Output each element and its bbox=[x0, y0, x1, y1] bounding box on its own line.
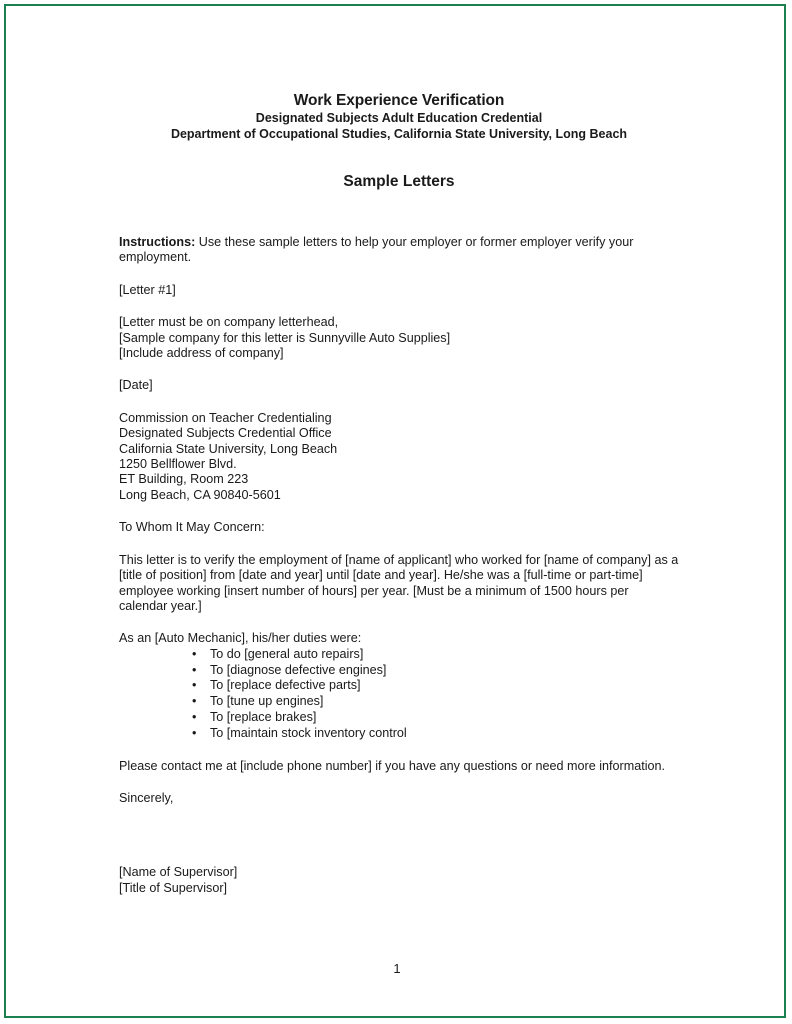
list-item-label: To [replace brakes] bbox=[210, 709, 317, 724]
contact-paragraph: Please contact me at [include phone number] if you have any questions or need more information. bbox=[119, 758, 666, 773]
recipient-address-block bbox=[119, 411, 679, 503]
list-item bbox=[119, 694, 679, 710]
instructions-text: Use these sample letters to help your employer or former employer verify your employment. bbox=[119, 235, 634, 265]
spacer bbox=[119, 503, 679, 520]
instructions-label: Instructions: bbox=[119, 235, 196, 249]
header-subtitle-department: Department of Occupational Studies, California State University, Long Beach bbox=[170, 127, 628, 141]
bullet-icon: • bbox=[192, 694, 197, 709]
instructions-paragraph bbox=[119, 235, 679, 266]
list-item bbox=[119, 663, 679, 679]
list-item-label: To do [general auto repairs] bbox=[210, 646, 364, 661]
bullet-icon: • bbox=[192, 709, 197, 724]
spacer bbox=[119, 614, 679, 631]
duties-list bbox=[119, 647, 679, 742]
document-content bbox=[119, 92, 679, 896]
section-title-sample-letters: Sample Letters bbox=[343, 173, 455, 190]
bullet-icon: • bbox=[192, 662, 197, 677]
letterhead-note-line: [Letter must be on company letterhead, bbox=[119, 315, 339, 330]
header-subtitle-credential: Designated Subjects Adult Education Credential bbox=[255, 111, 543, 125]
spacer bbox=[119, 742, 679, 759]
address-line: Long Beach, CA 90840-5601 bbox=[119, 487, 281, 502]
signature-space bbox=[119, 806, 679, 849]
spacer bbox=[119, 361, 679, 378]
document-header bbox=[119, 92, 679, 142]
spacer bbox=[119, 536, 679, 553]
spacer bbox=[119, 266, 679, 283]
body-paragraph: This letter is to verify the employment of [name of applicant] who worked for [name of company] as a [title of position] from [date and year] until [date and year]. He/she was a [full-time or part-time] employee working [insert number of hours] per year. [Must be a minimum of 1500 hours per calendar year.] bbox=[119, 552, 679, 613]
spacer bbox=[119, 298, 679, 315]
spacer bbox=[119, 849, 679, 865]
address-line: Commission on Teacher Credentialing bbox=[119, 410, 332, 425]
signature-block bbox=[119, 865, 679, 896]
letterhead-notes bbox=[119, 315, 679, 361]
letter-marker: [Letter #1] bbox=[119, 282, 176, 297]
salutation: To Whom It May Concern: bbox=[119, 520, 265, 535]
address-line: 1250 Bellflower Blvd. bbox=[119, 457, 237, 472]
address-line: California State University, Long Beach bbox=[119, 441, 338, 456]
bullet-icon: • bbox=[192, 725, 197, 740]
list-item-label: To [diagnose defective engines] bbox=[210, 662, 387, 677]
document-page bbox=[4, 4, 786, 1018]
bullet-icon: • bbox=[192, 678, 197, 693]
spacer bbox=[119, 192, 679, 235]
list-item-label: To [maintain stock inventory control bbox=[210, 725, 407, 740]
spacer bbox=[119, 774, 679, 791]
list-item bbox=[119, 678, 679, 694]
duties-intro: As an [Auto Mechanic], his/her duties were: bbox=[119, 631, 362, 646]
list-item bbox=[119, 726, 679, 742]
letterhead-note-line: [Include address of company] bbox=[119, 346, 284, 361]
date-placeholder: [Date] bbox=[119, 378, 153, 393]
page-title: Work Experience Verification bbox=[293, 92, 505, 109]
list-item bbox=[119, 647, 679, 663]
closing-line: Sincerely, bbox=[119, 790, 174, 805]
list-item-label: To [tune up engines] bbox=[210, 694, 324, 709]
spacer bbox=[119, 394, 679, 411]
address-line: Designated Subjects Credential Office bbox=[119, 426, 332, 441]
supervisor-name-placeholder: [Name of Supervisor] bbox=[119, 865, 238, 880]
list-item bbox=[119, 710, 679, 726]
bullet-icon: • bbox=[192, 646, 197, 661]
address-line: ET Building, Room 223 bbox=[119, 472, 249, 487]
letterhead-note-line: [Sample company for this letter is Sunnyville Auto Supplies] bbox=[119, 330, 451, 345]
list-item-label: To [replace defective parts] bbox=[210, 678, 361, 693]
supervisor-title-placeholder: [Title of Supervisor] bbox=[119, 880, 228, 895]
page-number: 1 bbox=[393, 961, 401, 976]
